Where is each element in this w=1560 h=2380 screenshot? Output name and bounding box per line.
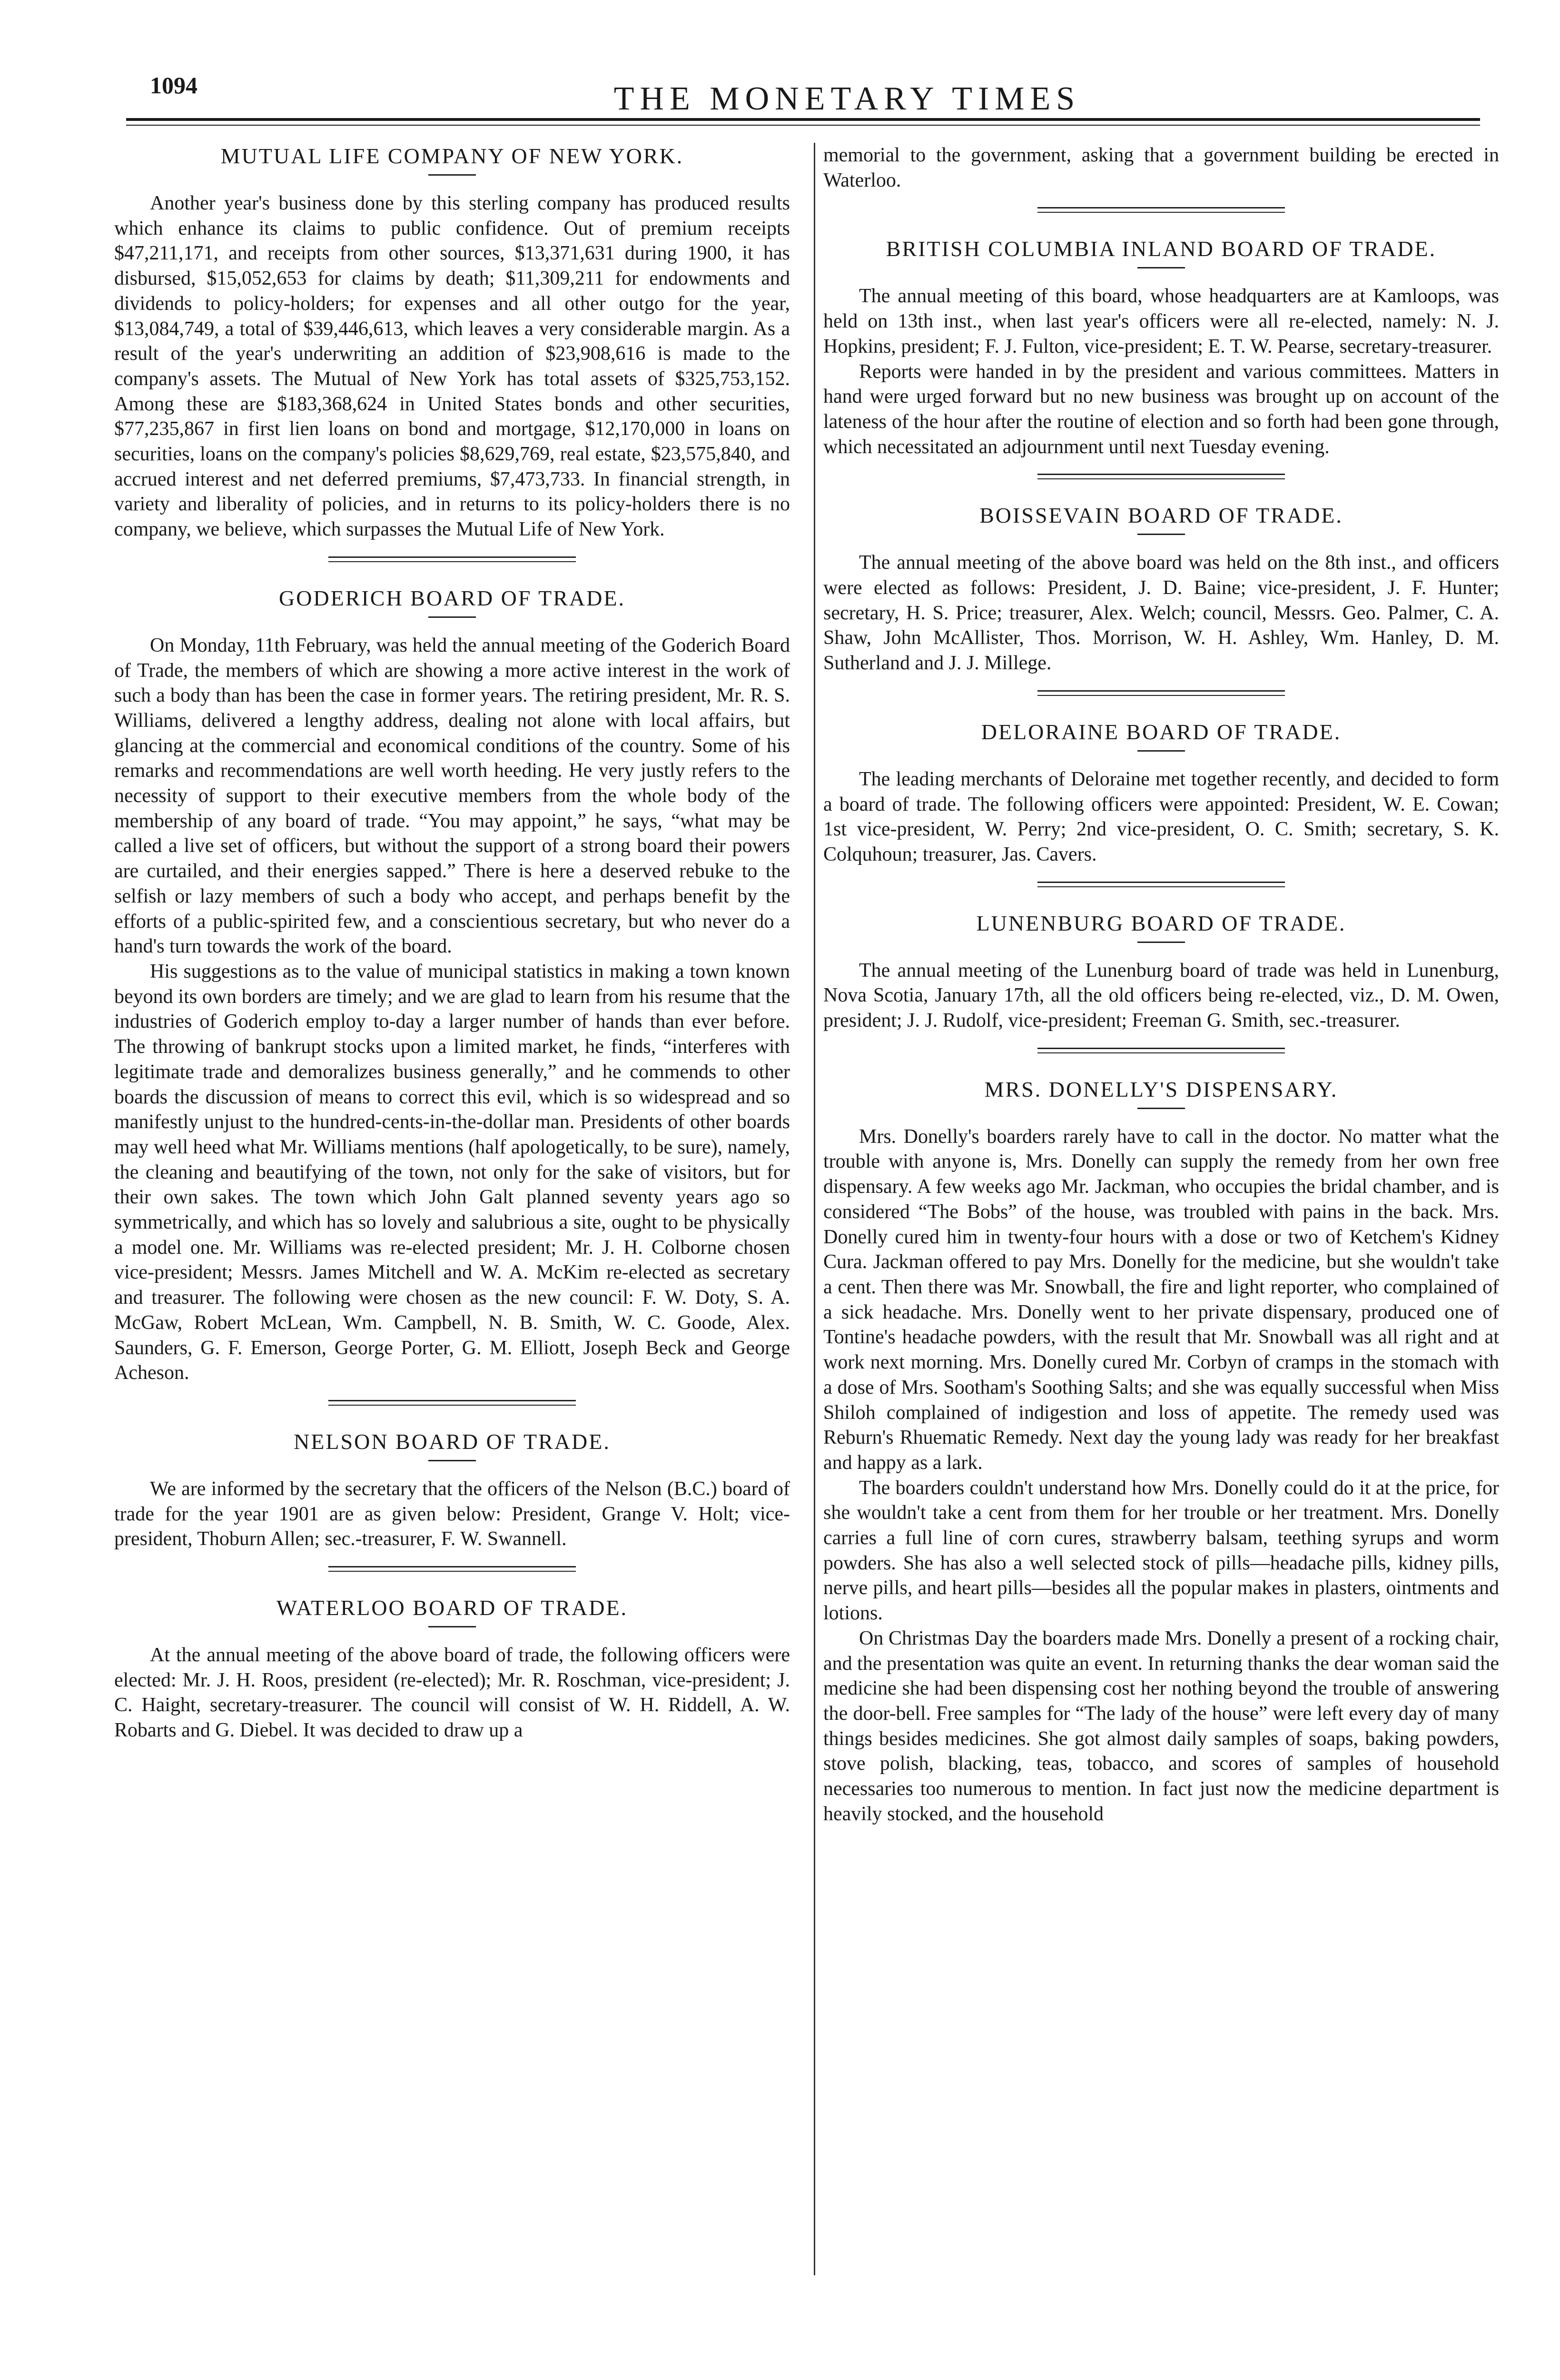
article-paragraph: The boarders couldn't understand how Mrs. Donelly could do it at the price, for she wouldn't take a cent from them for her trouble or her treatment. Mrs. Donelly carries a full line of corn cures, strawberry balsam, teething syrups and worm powders. She has also a well selected stock of pills—headache pills, kidney pills, nerve pills, and heart pills—besides all the popular makes in plasters, ointments and lotions. [823, 1477, 1499, 1625]
title-underline [1137, 750, 1185, 752]
article-title: WATERLOO BOARD OF TRADE. [276, 1596, 628, 1620]
article-nelson [114, 1428, 790, 1552]
title-underline [1137, 534, 1185, 535]
article-paragraph: On Christmas Day the boarders made Mrs. Donelly a present of a rocking chair, and the presentation was quite an event. In returning thanks the dear woman said the medicine she had been dispensing cost her nothing beyond the trouble of answering the door-bell. Free samples for “The lady of the house” were left every day of many things besides medicines. She got almost daily samples of soaps, baking powders, stove polish, blacking, teas, tobacco, and scores of samples of household necessaries too numerous to mention. In fact just now the medicine department is heavily stocked, and the household [823, 1627, 1499, 1825]
article-boissevain [823, 502, 1499, 676]
article-waterloo [114, 1595, 790, 1743]
article-title: MRS. DONELLY'S DISPENSARY. [984, 1077, 1338, 1101]
title-underline [1137, 1108, 1185, 1109]
article-goderich [114, 585, 790, 1386]
article-paragraph: Reports were handed in by the president and various committees. Matters in hand were urged forward but no new business was brought up on account of the lateness of the hour after the routine of election and so forth had been gone through, which necessitated an adjournment until next Tuesday evening. [823, 360, 1499, 458]
article-bc-inland [823, 236, 1499, 459]
article-paragraph: The leading merchants of Deloraine met together recently, and decided to form a board of trade. The following officers were appointed: President, W. E. Cowan; 1st vice-president, W. Perry; 2nd vice-president, O. C. Smith; secretary, S. K. Colquhoun; treasurer, Jas. Cavers. [823, 768, 1499, 865]
article-title: GODERICH BOARD OF TRADE. [279, 585, 625, 610]
article-paragraph: At the annual meeting of the above board of trade, the following officers were elected: Mr. J. H. Roos, president (re-elected); Mr. R. Roschman, vice-president; J. C. Haight, secretary-treasurer. The council will consist of W. H. Riddell, A. W. Robarts and G. Diebel. It was decided to draw up a [114, 1644, 790, 1742]
article-title: MUTUAL LIFE COMPANY OF NEW YORK. [220, 144, 684, 168]
section-separator [328, 1566, 576, 1572]
article-paragraph: His suggestions as to the value of municipal statistics in making a town known beyond its own borders are timely; and we are glad to learn from his resume that the industries of Goderich employ to-day a larger number of hands than ever before. The throwing of bankrupt stocks upon a limited market, he finds, “interferes with legitimate trade and demoralizes business generally,” and he commends to other boards the discussion of means to correct this evil, which is so widespread and so manifestly unjust to the hundred-cents-in-the-dollar man. Presidents of other boards may well heed what Mr. Williams mentions (half apologetically, to be sure), namely, the cleaning and beautifying of the town, not only for the sake of visitors, but for their own sakes. The town which John Galt planned seventy years ago so symmetrically, and which has so lovely and salubrious a site, ought to be physically a model one. Mr. Williams was re-elected president; Mr. J. H. Colborne chosen vice-president; Messrs. James Mitchell and W. A. McKim re-elected as secretary and treasurer. The following were chosen as the new council: F. W. Doty, S. A. McGaw, Robert McLean, Wm. Campbell, N. B. Smith, W. C. Goode, Alex. Saunders, G. F. Emerson, George Porter, G. M. Elliott, Joseph Beck and George Acheson. [114, 960, 790, 1384]
section-separator [328, 1400, 576, 1406]
article-title: BOISSEVAIN BOARD OF TRADE. [979, 503, 1343, 528]
article-title: LUNENBURG BOARD OF TRADE. [976, 911, 1346, 935]
article-paragraph: We are informed by the secretary that the officers of the Nelson (B.C.) board of trade for the year 1901 are as given below: President, Grange V. Holt; vice-president, Thoburn Allen; sec.-treasurer, F. W. Swannell. [114, 1478, 790, 1550]
section-separator [1037, 207, 1285, 213]
article-paragraph: Mrs. Donelly's boarders rarely have to call in the doctor. No matter what the trouble with anyone is, Mrs. Donelly can supply the remedy from her own free dispensary. A few weeks ago Mr. Jackman, who occupies the bridal chamber, and is considered “The Bobs” of the house, was troubled with pains in the back. Mrs. Donelly cured him in twenty-four hours with a dose or two of Ketchem's Kidney Cura. Jackman offered to pay Mrs. Donelly for the medicine, but she wouldn't take a cent. Then there was Mr. Snowball, the fire and light reporter, who complained of a sick headache. Mrs. Donelly went to her private dispensary, produced one of Tontine's headache powders, with the result that Mr. Snowball was all right and at work next morning. Mrs. Donelly cured Mr. Corbyn of cramps in the stomach with a dose of Mrs. Sootham's Soothing Salts; and she was equally successful when Miss Shiloh complained of indigestion and loss of appetite. The remedy used was Reburn's Rhuematic Remedy. Next day the young lady was ready for her breakfast and happy as a lark. [823, 1125, 1499, 1474]
section-separator [1037, 474, 1285, 479]
article-donelly-dispensary [823, 1076, 1499, 1827]
title-underline [428, 174, 476, 176]
column-divider [814, 143, 815, 2275]
article-lunenburg [823, 910, 1499, 1033]
section-separator [1037, 1048, 1285, 1053]
header-rule [126, 118, 1480, 121]
masthead-title: THE MONETARY TIMES [613, 80, 1081, 117]
article-waterloo-continued [823, 143, 1499, 193]
title-underline [428, 616, 476, 618]
article-mutual-life [114, 143, 790, 542]
article-deloraine [823, 719, 1499, 867]
article-paragraph: The annual meeting of this board, whose headquarters are at Kamloops, was held on 13th inst., when last year's officers were all re-elected, namely: N. J. Hopkins, president; F. J. Fulton, vice-president; E. T. W. Pearse, secretary-treasurer. [823, 285, 1499, 357]
section-separator [1037, 882, 1285, 887]
right-column [823, 143, 1499, 1826]
article-paragraph: memorial to the government, asking that a government building be erected in Waterloo. [823, 144, 1499, 191]
article-paragraph: The annual meeting of the Lunenburg board of trade was held in Lunenburg, Nova Scotia, January 17th, all the old officers being re-elected, viz., D. M. Owen, president; J. J. Rudolf, vice-president; Freeman G. Smith, sec.-treasurer. [823, 959, 1499, 1032]
article-paragraph: The annual meeting of the above board was held on the 8th inst., and officers were elected as follows: President, J. D. Baine; vice-president, J. F. Hunter; secretary, H. S. Price; treasurer, Alex. Welch; council, Messrs. Geo. Palmer, C. A. Shaw, John McAllister, Thos. Morrison, W. H. Ashley, Wm. Hanley, D. M. Sutherland and J. J. Millege. [823, 552, 1499, 674]
section-separator [328, 556, 576, 562]
section-separator [1037, 690, 1285, 696]
left-column [114, 143, 790, 1743]
title-underline [1137, 267, 1185, 268]
article-title: DELORAINE BOARD OF TRADE. [981, 719, 1342, 744]
title-underline [428, 1626, 476, 1627]
page-number: 1094 [150, 72, 197, 99]
article-title: BRITISH COLUMBIA INLAND BOARD OF TRADE. [886, 237, 1437, 261]
article-paragraph: Another year's business done by this sterling company has produced results which enhance its claims to public confidence. Out of premium receipts $47,211,171, and receipts from other sources, $13,371,631 during 1900, it has disbursed, $15,052,653 for claims by death; $11,309,211 for endowments and dividends to policy-holders; for expenses and all other outgo for the year, $13,084,749, a total of $39,446,613, which leaves a very considerable margin. As a result of the year's underwriting an addition of $23,908,616 is made to the company's assets. The Mutual of New York has total assets of $325,753,152. Among these are $183,368,624 in United States bonds and other securities, $77,235,867 in first lien loans on bond and mortgage, $12,170,000 in loans on securities, loans on the company's policies $8,629,769, real estate, $23,575,840, and accrued interest and net deferred premiums, $7,473,733. In financial strength, in variety and liberality of policies, and in returns to its policy-holders there is no company, we believe, which surpasses the Mutual Life of New York. [114, 192, 790, 541]
title-underline [1137, 942, 1185, 943]
title-underline [428, 1460, 476, 1461]
header-rule-thin [126, 125, 1480, 126]
article-paragraph: On Monday, 11th February, was held the annual meeting of the Goderich Board of Trade, the members of which are showing a more active interest in the work of such a body than has been the case in former years. The retiring president, Mr. R. S. Williams, delivered a lengthy address, dealing not alone with local affairs, but glancing at the commercial and economical conditions of the country. Some of his remarks and recommendations are well worth heeding. He very justly refers to the necessity of support to their executive members from the whole body of the membership of any board of trade. “You may appoint,” he says, “what may be called a live set of officers, but without the support of a strong board their powers are curtailed, and their energies sapped.” There is here a deserved rebuke to the selfish or lazy members of such a body who accept, and perhaps benefit by the efforts of a public-spirited few, and a conscientious secretary, but who never do a hand's turn towards the work of the board. [114, 634, 790, 958]
article-title: NELSON BOARD OF TRADE. [294, 1429, 611, 1454]
